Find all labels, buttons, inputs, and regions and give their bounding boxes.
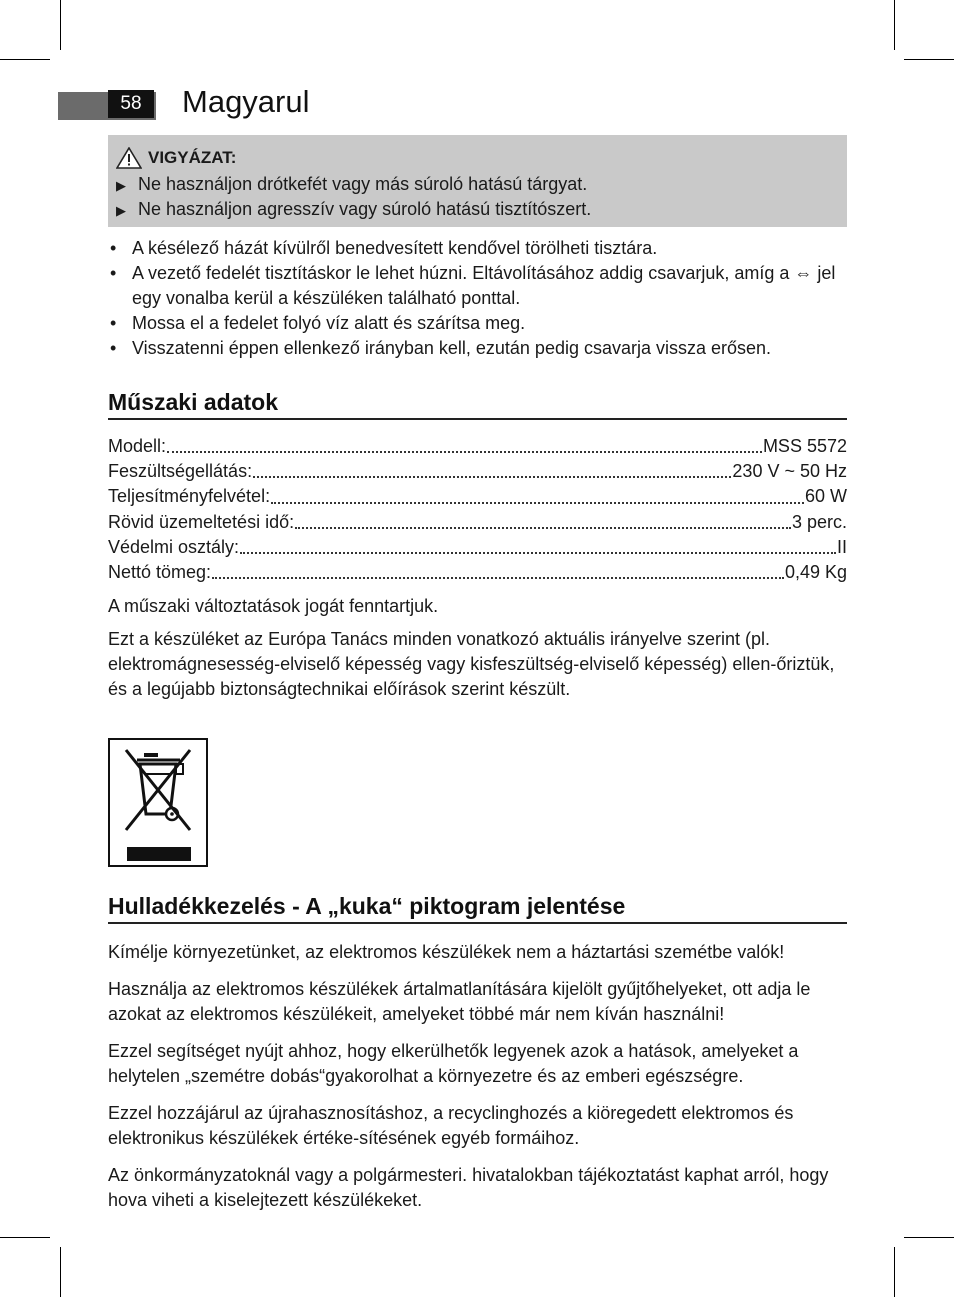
list-item: • A vezető fedelét tisztításkor le lehet húzni. Eltávolításához addig csavarjuk, amíg a ⇔ jel egy vonalba kerül a készüléken található ponttal. (110, 263, 836, 308)
page-header (58, 84, 358, 122)
caution-label: VIGYÁZAT: (148, 148, 237, 167)
waste-paragraph: Az önkormányzatoknál vagy a polgármesteri. hivatalokban tájékoztatást kaphat arról, hogy hova viheti a kiselejtezett készülékeket. (108, 1165, 829, 1210)
arrow-right-icon: ▶ (116, 178, 126, 193)
crop-mark (0, 59, 50, 60)
arrow-right-icon: ▶ (116, 203, 126, 218)
crop-mark (0, 1237, 50, 1238)
conformity-text: Ezt a készüléket az Európa Tanács minden vonatkozó aktuális irányelve szerint (pl. elektromágnesesség-elviselő képesség vagy kisfeszültség-elviselő képesség) ellen-őriztük, és a legújabb biztonságtechnikai előírások szerint készült. (108, 629, 835, 699)
list-item: • Visszatenni éppen ellenkező irányban kell, ezután pedig csavarja vissza erősen. (110, 338, 772, 358)
crop-mark (904, 59, 954, 60)
waste-paragraph: Használja az elektromos készülékek ártalmatlanítására kijelölt gyűjtőhelyeket, ott adja le azokat az elektromos készülékeit, amelyeket többé már nem kíván használni! (108, 979, 811, 1024)
spec-row: Teljesítményfelvétel: 60 W (108, 484, 847, 509)
waste-section-title: Hulladékkezelés - A „kuka“ piktogram jelentése (108, 891, 847, 924)
page-title: Magyarul (182, 84, 310, 119)
waste-paragraph: Ezzel segítséget nyújt ahhoz, hogy elkerülhetők legyenek azok a hatások, amelyeket a helytelen „szemétre dobás“gyakorolhat a környezetre és az emberi egészségre. (108, 1041, 799, 1086)
crop-mark (60, 0, 61, 50)
spec-row: Nettó tömeg: 0,49 Kg (108, 560, 847, 585)
caution-heading (116, 147, 236, 169)
cleaning-list (108, 236, 853, 361)
list-item: • A késélező házát kívülről benedvesített kendővel törölheti tisztára. (110, 238, 658, 258)
caution-item: ▶ Ne használjon agresszív vagy súroló hatású tisztítószert. (116, 197, 591, 223)
tech-section-title: Műszaki adatok (108, 387, 847, 420)
spec-table (108, 434, 847, 585)
tech-note: A műszaki változtatások jogát fenntartjuk. (108, 596, 439, 616)
crop-mark (904, 1237, 954, 1238)
spec-row: Rövid üzemeltetési idő: 3 perc. (108, 510, 847, 535)
waste-paragraph: Kímélje környezetünket, az elektromos készülékek nem a háztartási szemétbe valók! (108, 942, 785, 962)
spec-row: Védelmi osztály: II (108, 535, 847, 560)
caution-box (108, 135, 847, 227)
list-item: • Mossa el a fedelet folyó víz alatt és szárítsa meg. (110, 313, 526, 333)
warning-triangle-icon (116, 147, 142, 169)
crop-mark (894, 1247, 895, 1297)
spec-row: Modell: MSS 5572 (108, 434, 847, 459)
caution-item: ▶ Ne használjon drótkefét vagy más súroló hatású tárgyat. (116, 172, 587, 198)
waste-paragraph: Ezzel hozzájárul az újrahasznosításhoz, a recyclinghozés a kiöregedett elektromos és elektronikus készülékek értéke-sítésének egyéb formáihoz. (108, 1103, 794, 1148)
crop-mark (894, 0, 895, 50)
waste-pictogram (108, 738, 208, 867)
crop-mark (60, 1247, 61, 1297)
crossed-out-wheelie-bin-icon (110, 740, 206, 865)
page-number: 58 (108, 90, 154, 118)
spec-row: Feszültségellátás: 230 V ~ 50 Hz (108, 459, 847, 484)
